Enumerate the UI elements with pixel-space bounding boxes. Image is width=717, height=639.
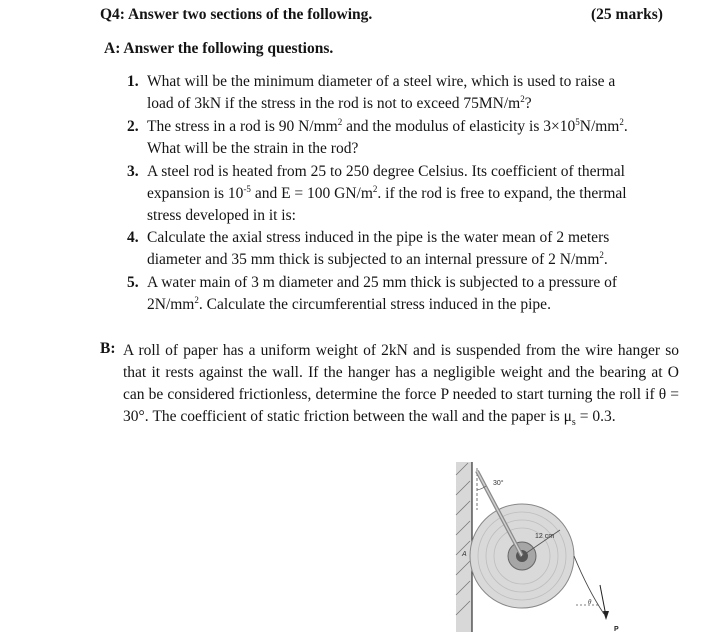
- subscript: s: [571, 417, 576, 429]
- item-text: stress developed in it is:: [147, 207, 296, 224]
- wall: [456, 462, 472, 632]
- section-b-text: = 0.3.: [575, 408, 616, 425]
- item-text: and E = 100 GN/m: [250, 185, 373, 202]
- superscript: -5: [243, 184, 251, 194]
- superscript: 2: [194, 295, 199, 305]
- section-b-label: B:: [100, 340, 116, 357]
- item-text: What will be the minimum diameter of a steel wire, which is used to raise a: [147, 73, 616, 90]
- marks-label: (25 marks): [591, 6, 663, 23]
- item-text: . Calculate the circumferential stress induced in the pipe.: [198, 296, 551, 313]
- item-text: diameter and 35 mm thick is subjected to an internal pressure of 2 N/mm: [147, 251, 600, 268]
- item-number: 3.: [127, 163, 139, 180]
- item-text: What will be the strain in the rod?: [147, 140, 359, 157]
- item-text: 2N/mm: [147, 296, 195, 313]
- superscript: 2: [520, 94, 525, 104]
- superscript: 2: [599, 250, 604, 260]
- item-text: load of 3kN if the stress in the rod is not to exceed 75MN/m: [147, 95, 521, 112]
- item-text: . if the rod is free to expand, the thermal: [377, 185, 627, 202]
- item-text: Calculate the axial stress induced in the pipe is the water mean of 2 meters: [147, 229, 610, 246]
- radius-label: 12 cm: [535, 533, 555, 540]
- item-text: expansion is 10: [147, 185, 244, 202]
- force-label: P: [614, 626, 619, 633]
- item-text: and the modulus of elasticity is 3×10: [342, 118, 576, 135]
- force-arrow: [600, 585, 609, 620]
- item-text: A steel rod is heated from 25 to 250 degree Celsius. Its coefficient of thermal: [147, 163, 625, 180]
- superscript: 5: [575, 117, 580, 127]
- superscript: 2: [619, 117, 624, 127]
- section-a-title: A: Answer the following questions.: [104, 40, 334, 57]
- item-number: 5.: [127, 274, 139, 291]
- superscript: 2: [337, 117, 343, 127]
- item-text: N/mm: [579, 118, 620, 135]
- item-text: A water main of 3 m diameter and 25 mm thick is subjected to a pressure of: [147, 274, 618, 291]
- item-text: ?: [524, 95, 532, 112]
- item-number: 1.: [127, 73, 139, 90]
- item-number: 2.: [127, 118, 139, 135]
- question-title: Q4: Answer two sections of the following.: [100, 6, 373, 23]
- section-b-text: A roll of paper has a uniform weight of 2kN and is suspended from the wire hanger so that it rests against the wall. If the hanger has a negligible weight and the bearing at O can be considered frictionless, determine the force P needed to start turning the roll if θ = 30°. The coefficient of static friction between the wall and the paper is μ: [123, 342, 679, 425]
- superscript: 2: [372, 184, 378, 194]
- point-a-label: A: [462, 551, 467, 558]
- theta-label: θ: [588, 598, 592, 606]
- item-text: The stress in a rod is 90 N/mm: [147, 118, 338, 135]
- angle-label: 30°: [493, 480, 504, 487]
- item-text: .: [623, 118, 628, 135]
- item-text: .: [603, 251, 608, 268]
- item-number: 4.: [127, 229, 139, 246]
